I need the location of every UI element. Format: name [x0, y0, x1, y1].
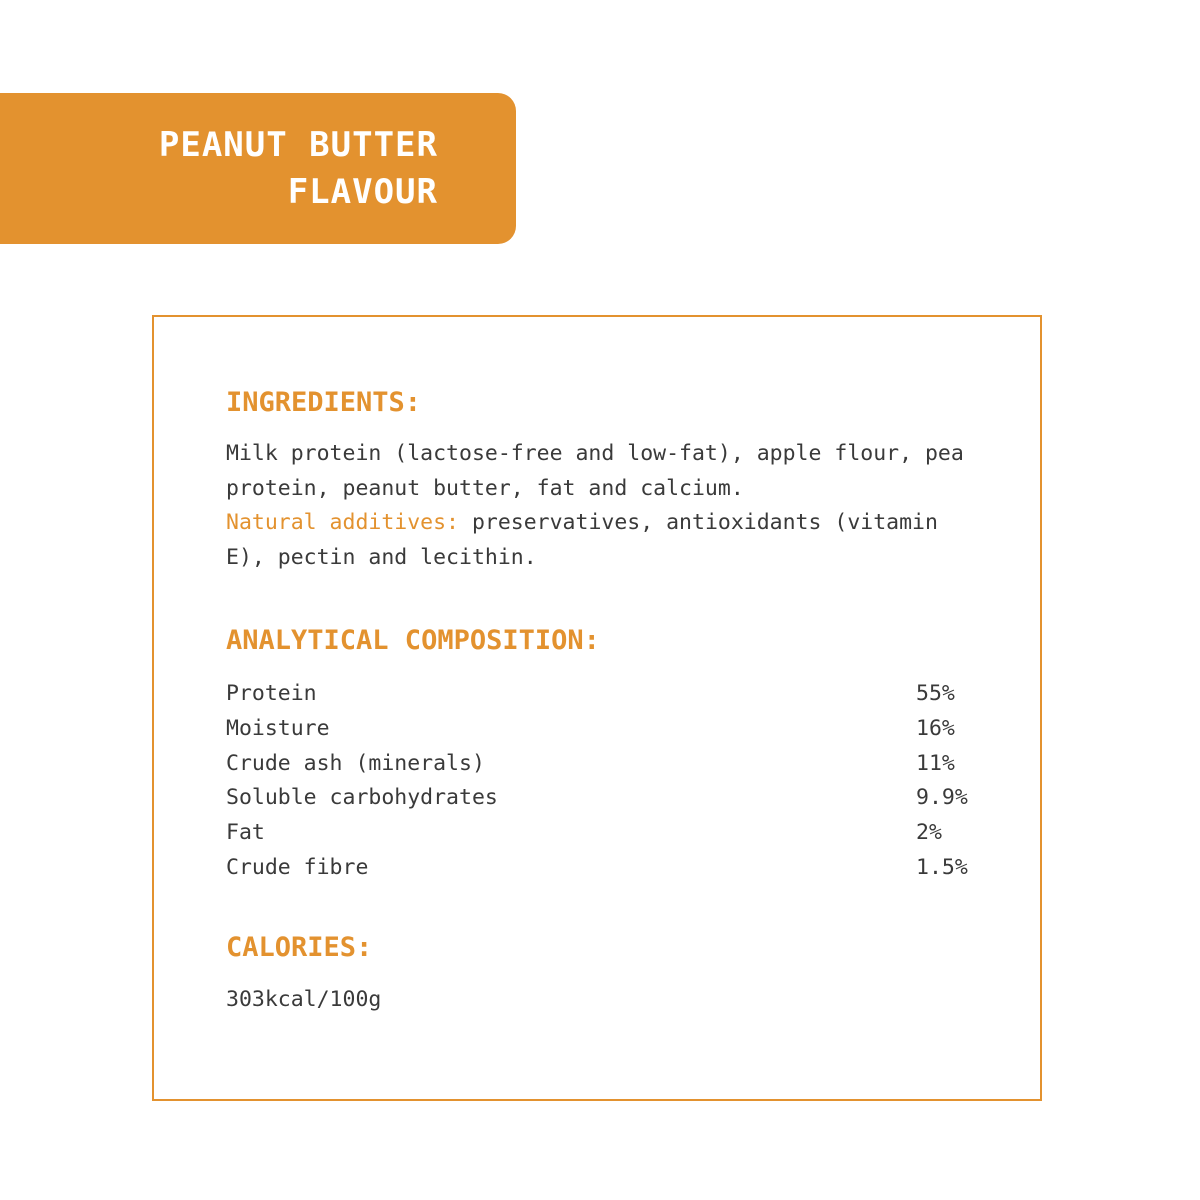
- composition-name: Fat: [226, 820, 265, 846]
- ingredients-heading: INGREDIENTS:: [226, 387, 422, 418]
- composition-name: Crude ash (minerals): [226, 750, 485, 776]
- composition-value: 9.9%: [916, 785, 968, 811]
- composition-table: [226, 677, 976, 886]
- composition-row: [226, 747, 976, 782]
- composition-row: [226, 677, 976, 712]
- composition-value: 16%: [916, 715, 955, 741]
- natural-additives-list: preservatives, antioxidants (vitamin E), pectin and lecithin.: [226, 510, 938, 570]
- calories-value: 303kcal/100g: [226, 987, 382, 1012]
- composition-value: 1.5%: [916, 854, 968, 880]
- composition-row: [226, 851, 976, 886]
- calories-heading: CALORIES:: [226, 932, 373, 963]
- composition-name: Soluble carbohydrates: [226, 785, 498, 811]
- flavour-title-line-1: PEANUT BUTTER: [158, 125, 438, 165]
- ingredients-list: Milk protein (lactose-free and low-fat), apple flour, pea protein, peanut butter, fat and calcium.: [226, 441, 964, 501]
- analytical-composition-heading: ANALYTICAL COMPOSITION:: [226, 625, 600, 656]
- ingredients-text: [226, 437, 966, 575]
- nutrition-info-box: [152, 315, 1042, 1101]
- natural-additives-label: Natural additives:: [226, 510, 459, 535]
- composition-row: [226, 781, 976, 816]
- composition-row: [226, 712, 976, 747]
- flavour-title-line-2: FLAVOUR: [287, 172, 438, 212]
- composition-name: Moisture: [226, 715, 330, 741]
- composition-value: 55%: [916, 681, 955, 706]
- composition-name: Crude fibre: [226, 854, 369, 880]
- composition-value: 11%: [916, 750, 955, 776]
- flavour-banner: [0, 93, 516, 244]
- composition-value: 2%: [916, 820, 942, 846]
- composition-row: [226, 816, 976, 851]
- composition-name: Protein: [226, 681, 317, 706]
